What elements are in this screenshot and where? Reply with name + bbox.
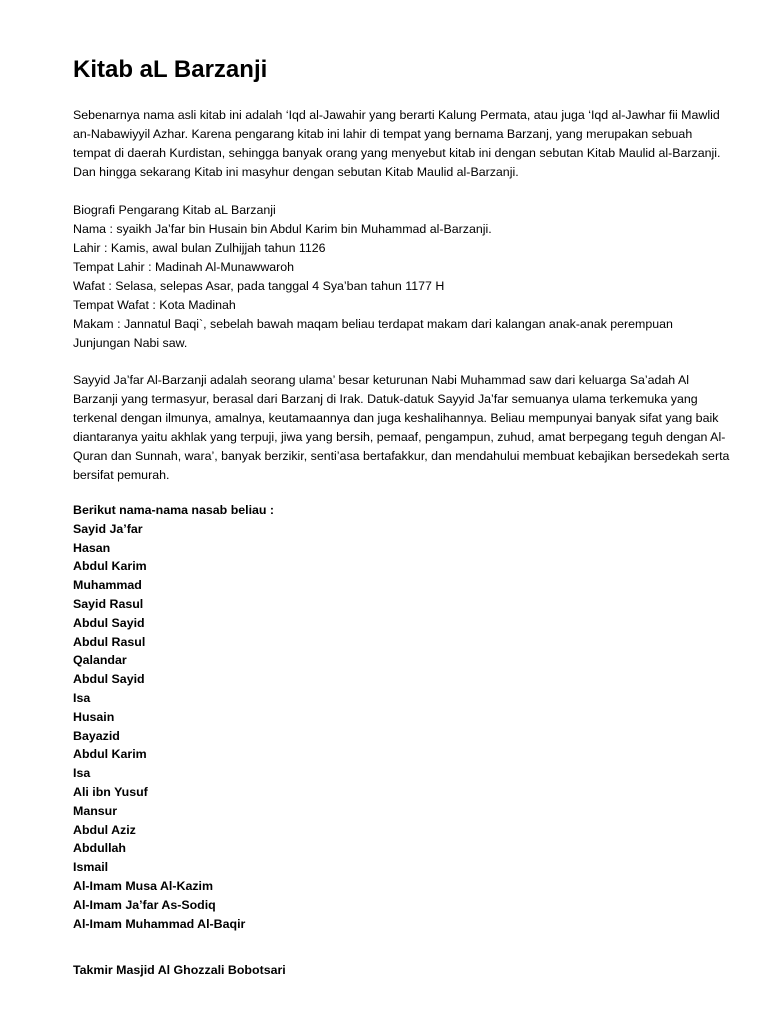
nasab-name: Ismail [73, 860, 109, 875]
biography-line-birth: Lahir : Kamis, awal bulan Zulhijjah tahun 1126 [73, 241, 326, 255]
nasab-name: Al-Imam Ja’far As-Sodiq [73, 897, 216, 912]
intro-paragraph: Sebenarnya nama asli kitab ini adalah ‘Iqd al-Jawahir yang berarti Kalung Permata, atau juga ‘Iqd al-Jawhar fii Mawlid an-Nabawiyyil Azhar. Karena pengarang kitab ini lahir di tempat yang bernama Barzanj, yang merupakan sebuah tempat di daerah Kurdistan, sehingga banyak orang yang menyebut kitab ini dengan sebutan Kitab Maulid al-Barzanji. Dan hingga sekarang Kitab ini masyhur dengan sebutan Kitab Maulid al-Barzanji. [73, 108, 721, 179]
nasab-name: Al-Imam Muhammad Al-Baqir [73, 916, 246, 931]
biography-heading: Biografi Pengarang Kitab aL Barzanji [73, 203, 276, 217]
nasab-name: Bayazid [73, 728, 120, 743]
nasab-name: Mansur [73, 803, 118, 818]
nasab-section [73, 501, 733, 933]
nasab-name: Sayid Rasul [73, 596, 144, 611]
nasab-name: Abdullah [73, 841, 126, 856]
biography-line-deathplace: Tempat Wafat : Kota Madinah [73, 298, 236, 312]
nasab-name: Qalandar [73, 653, 127, 668]
nasab-name: Isa [73, 766, 91, 781]
biography-section [73, 201, 733, 353]
nasab-name: Abdul Aziz [73, 822, 136, 837]
document-title: Kitab aL Barzanji [73, 56, 268, 83]
nasab-heading: Berikut nama-nama nasab beliau : [73, 503, 275, 517]
nasab-name: Abdul Sayid [73, 672, 145, 687]
nasab-name: Husain [73, 709, 115, 724]
biography-line-birthplace: Tempat Lahir : Madinah Al-Munawwaroh [73, 260, 295, 274]
biography-line-name: Nama : syaikh Ja’far bin Husain bin Abdul Karim bin Muhammad al-Barzanji. [73, 222, 492, 236]
nasab-name: Abdul Sayid [73, 615, 145, 630]
nasab-name: Muhammad [73, 578, 142, 593]
nasab-name: Al-Imam Musa Al-Kazim [73, 878, 213, 893]
footer-signature: Takmir Masjid Al Ghozzali Bobotsari [73, 963, 286, 977]
nasab-name: Abdul Rasul [73, 634, 146, 649]
biography-line-tomb: Makam : Jannatul Baqi`, sebelah bawah maqam beliau terdapat makam dari kalangan anak-anak perempuan Junjungan Nabi saw. [73, 317, 673, 350]
nasab-name: Abdul Karim [73, 747, 147, 762]
nasab-name: Sayid Ja’far [73, 521, 143, 536]
nasab-name: Hasan [73, 540, 111, 555]
biography-line-death: Wafat : Selasa, selepas Asar, pada tanggal 4 Sya’ban tahun 1177 H [73, 279, 445, 293]
about-paragraph: Sayyid Ja’far Al-Barzanji adalah seorang ulama’ besar keturunan Nabi Muhammad saw dari keluarga Sa’adah Al Barzanji yang termasyur, berasal dari Barzanj di Irak. Datuk-datuk Sayyid Ja’far semuanya ulama terkemuka yang terkenal dengan ilmunya, amalnya, keutamaannya dan juga keshalihannya. Beliau mempunyai banyak sifat yang baik diantaranya yaitu akhlak yang terpuji, jiwa yang bersih, pemaaf, pengampun, zuhud, amat berpegang teguh dengan Al-Quran dan Sunnah, wara’, banyak berzikir, senti’asa bertafakkur, dan mendahului membuat kebajikan bersedekah serta bersifat pemurah. [73, 373, 730, 482]
nasab-name: Isa [73, 690, 91, 705]
nasab-name: Abdul Karim [73, 559, 147, 574]
nasab-name: Ali ibn Yusuf [73, 784, 148, 799]
